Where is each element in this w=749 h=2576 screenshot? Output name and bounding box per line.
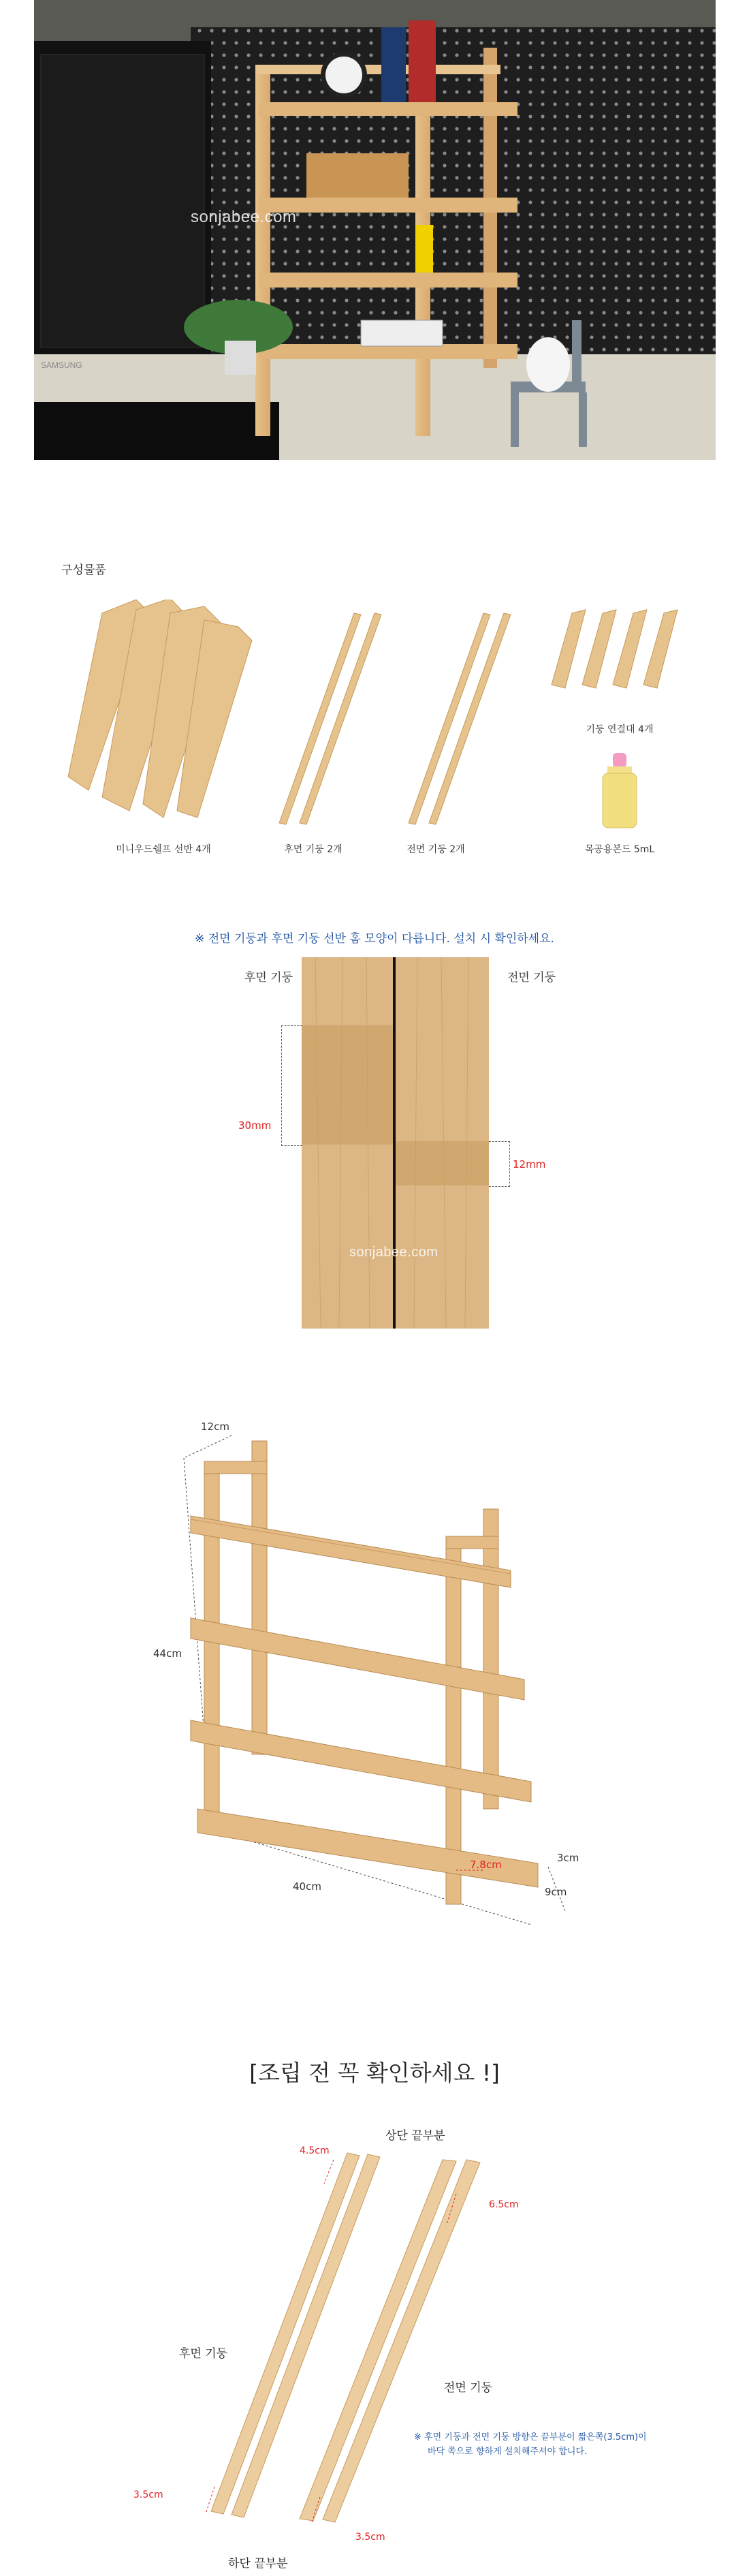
notice-rear-label: 후면 기둥 — [244, 971, 293, 984]
dim-lip: 3cm — [557, 1852, 579, 1864]
connectors-image — [545, 600, 695, 702]
brand-label: SAMSUNG — [41, 360, 82, 370]
dim-shelf-depth: 9cm — [545, 1886, 567, 1898]
watermark-closeup: sonjabee.com — [349, 1245, 439, 1260]
groove-closeup-image — [302, 957, 489, 1329]
check-note-line2: 바닥 쪽으로 향하게 설치해주셔야 합니다. — [428, 2447, 588, 2457]
component-label-glue: 목공용본드 5mL — [584, 844, 655, 855]
check-note — [414, 2430, 707, 2459]
front-groove-value: 12mm — [513, 1158, 546, 1170]
dimension-diagram — [170, 1400, 592, 1938]
check-rear-top: 4.5cm — [300, 2145, 330, 2156]
check-posts-image — [157, 2146, 524, 2528]
component-label-connector: 기둥 연결대 4개 — [586, 724, 654, 735]
notice-text: ※ 전면 기둥과 후면 기둥 선반 홈 모양이 다릅니다. 설치 시 확인하세요. — [195, 932, 554, 946]
notice-front-label: 전면 기둥 — [507, 971, 556, 984]
glue-bottle-image — [579, 749, 660, 831]
check-title: [조립 전 꼭 확인하세요 !] — [249, 2060, 500, 2086]
dim-width: 40cm — [293, 1880, 321, 1893]
dim-height: 44cm — [153, 1647, 182, 1660]
check-bottom-end: 하단 끝부분 — [228, 2557, 288, 2571]
front-posts-image — [381, 606, 517, 831]
front-groove-marker — [489, 1141, 510, 1187]
check-front-bottom: 3.5cm — [355, 2532, 385, 2543]
rear-groove-marker — [281, 1025, 302, 1146]
hero-scene — [34, 0, 716, 460]
groove-closeup — [302, 957, 489, 1329]
dim-shelf-gap: 7.8cm — [470, 1859, 502, 1871]
check-rear-bottom: 3.5cm — [133, 2489, 163, 2500]
check-front-label: 전면 기둥 — [444, 2381, 493, 2395]
hero-photo — [34, 0, 716, 460]
check-rear-label: 후면 기둥 — [179, 2347, 228, 2361]
components-title: 구성물품 — [61, 563, 106, 577]
rear-posts-image — [259, 606, 395, 831]
check-front-top: 6.5cm — [489, 2199, 519, 2210]
watermark-diagram: sonjabee.com — [306, 1675, 413, 1693]
shelf-boards-image — [61, 600, 266, 824]
rear-groove-value: 30mm — [238, 1119, 272, 1132]
component-label-shelf: 미니우드쉘프 선반 4개 — [116, 844, 211, 855]
dim-depth: 12cm — [201, 1421, 229, 1433]
check-top-end: 상단 끝부분 — [385, 2129, 445, 2143]
component-label-front-post: 전면 기둥 2개 — [407, 844, 465, 855]
check-note-line1: ※ 후면 기둥과 전면 기둥 방향은 끝부분이 짧은쪽(3.5cm)이 — [414, 2432, 647, 2442]
component-label-rear-post: 후면 기둥 2개 — [284, 844, 342, 855]
watermark: sonjabee.com — [191, 208, 297, 226]
